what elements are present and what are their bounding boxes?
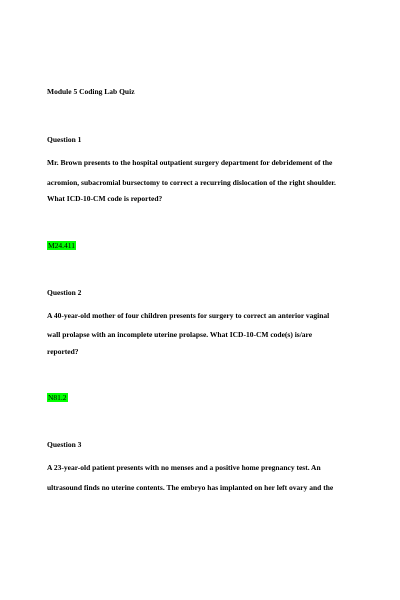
answer-highlight: N81.2 <box>48 393 67 402</box>
question-2-text-line: wall prolapse with an incomplete uterine prolapse. What ICD-10-CM code(s) is/are <box>47 330 313 339</box>
question-3-text-line: A 23-year-old patient presents with no menses and a positive home pregnancy test. An <box>47 463 321 472</box>
answer-highlight: M24.411 <box>48 241 76 250</box>
question-1-text-line: Mr. Brown presents to the hospital outpatient surgery department for debridement of the <box>47 158 333 167</box>
question-1-text-line: acromion, subacromial bursectomy to correct a recurring dislocation of the right shoulder. <box>47 178 336 187</box>
question-3-heading: Question 3 <box>47 440 82 449</box>
question-1-heading: Question 1 <box>47 135 82 144</box>
question-3-text-line: ultrasound finds no uterine contents. The embryo has implanted on her left ovary and the <box>47 483 334 492</box>
question-1-text-line: What ICD-10-CM code is reported? <box>47 194 163 203</box>
question-2-text-line: A 40-year-old mother of four children presents for surgery to correct an anterior vaginal <box>47 311 330 320</box>
question-2-text-line: reported? <box>47 347 79 356</box>
question-2-answer <box>47 393 68 402</box>
question-1-answer <box>47 241 76 250</box>
question-2-heading: Question 2 <box>47 288 82 297</box>
document-title: Module 5 Coding Lab Quiz <box>47 87 135 96</box>
